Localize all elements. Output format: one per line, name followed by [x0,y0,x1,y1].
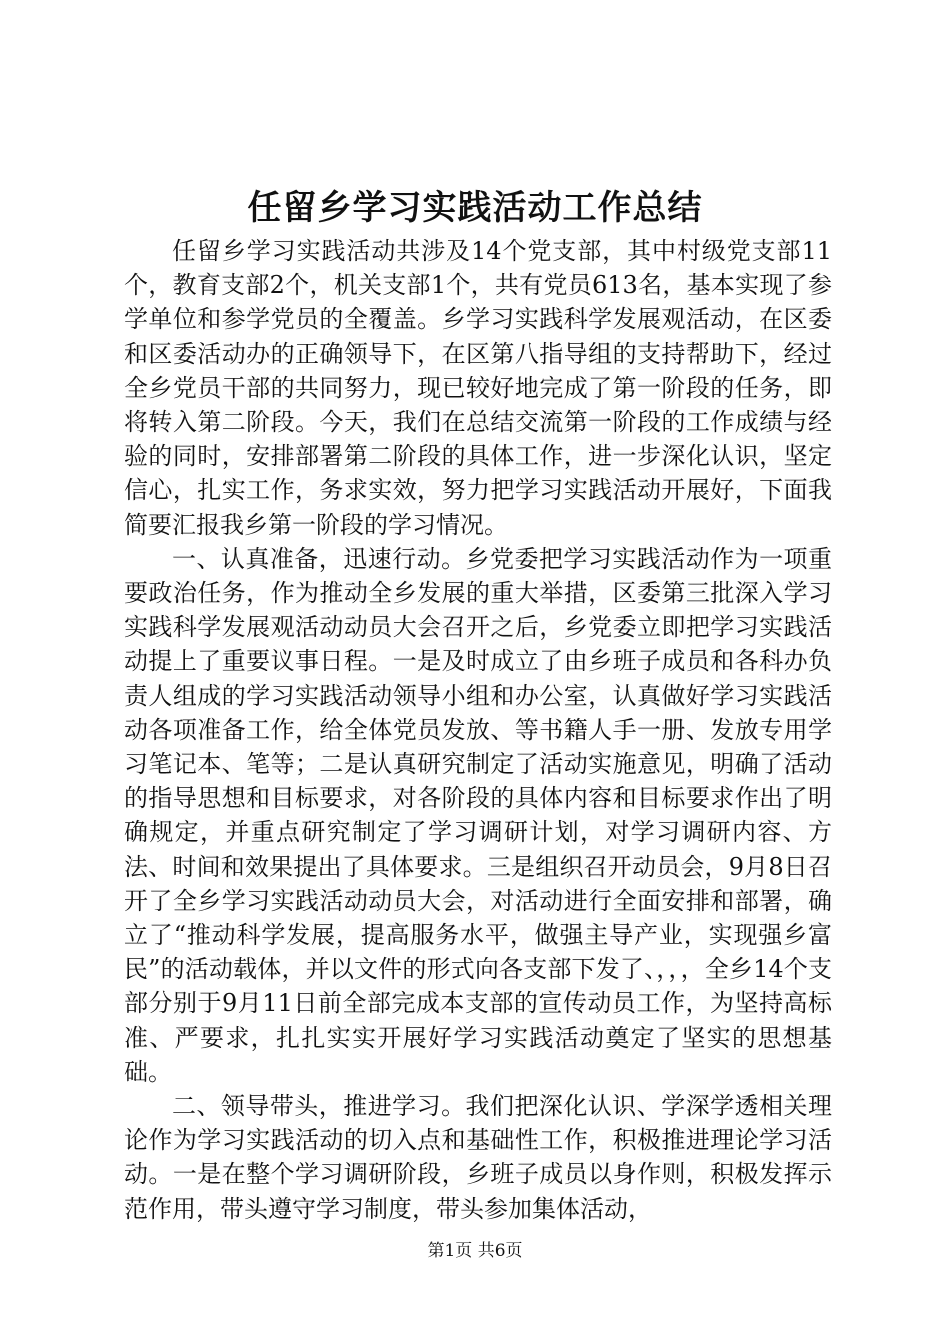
page-footer: 第1页 共6页 [427,1241,523,1261]
paragraph-intro: 任留乡学习实践活动共涉及14个党支部，其中村级党支部11个，教育支部2个，机关支部1个，共有党员613名，基本实现了参学单位和参学党员的全覆盖。乡学习实践科学发展观活动，在区委和区委活动办的正确领导下，在区第八指导组的支持帮助下，经过全乡党员干部的共同努力，现已较好地完成了第一阶段的任务，即将转入第二阶段。今天，我们在总结交流第一阶段的工作成绩与经验的同时，安排部署第二阶段的具体工作，进一步深化认识，坚定信心，扎实工作，务求实效，努力把学习实践活动开展好，下面我简要汇报我乡第一阶段的学习情况。 [124,237,832,539]
document-title: 任留乡学习实践活动工作总结 [247,188,703,228]
document-body [124,234,832,1226]
paragraph-section-two: 二、领导带头，推进学习。我们把深化认识、学深学透相关理论作为学习实践活动的切入点和基础性工作，积极推进理论学习活动。一是在整个学习调研阶段，乡班子成员以身作则，积极发挥示范作用，带头遵守学习制度，带头参加集体活动， [124,1092,832,1223]
paragraph-section-one: 一、认真准备，迅速行动。乡党委把学习实践活动作为一项重要政治任务，作为推动全乡发展的重大举措，区委第三批深入学习实践科学发展观活动动员大会召开之后，乡党委立即把学习实践活动提上了重要议事日程。一是及时成立了由乡班子成员和各科办负责人组成的学习实践活动领导小组和办公室，认真做好学习实践活动各项准备工作，给全体党员发放、等书籍人手一册、发放专用学习笔记本、笔等；二是认真研究制定了活动实施意见，明确了活动的指导思想和目标要求，对各阶段的具体内容和目标要求作出了明确规定，并重点研究制定了学习调研计划，对学习调研内容、方法、时间和效果提出了具体要求。三是组织召开动员会，9月8日召开了全乡学习实践活动动员大会，对活动进行全面安排和部署，确立了“推动科学发展，提高服务水平，做强主导产业，实现强乡富民”的活动载体，并以文件的形式向各支部下发了、，，，全乡14个支部分别于9月11日前全部完成本支部的宣传动员工作，为坚持高标准、严要求，扎扎实实开展好学习实践活动奠定了坚实的思想基础。 [124,544,832,1086]
